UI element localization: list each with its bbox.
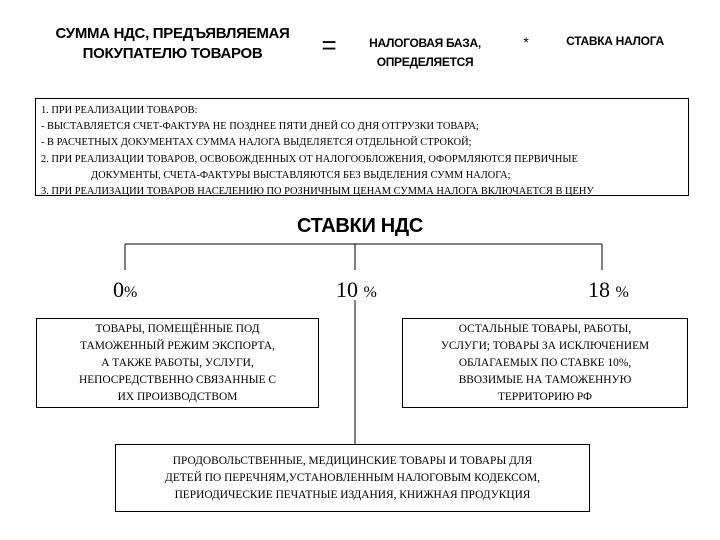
- rate-ten-unit: %: [363, 284, 377, 301]
- box-line: ОБЛАГАЕМЫХ ПО СТАВКЕ 10%,: [458, 357, 632, 369]
- box-rate-zero: [36, 318, 319, 408]
- formula-tax-base-line2: ОПРЕДЕЛЯЕТСЯ: [376, 55, 474, 69]
- rate-zero-unit: %: [124, 284, 138, 301]
- rate-zero: [113, 277, 137, 303]
- box-line: ПЕРИОДИЧЕСКИЕ ПЕЧАТНЫЕ ИЗДАНИЯ, КНИЖНАЯ ПРОДУКЦИЯ: [174, 489, 531, 501]
- formula-tax-base-line1: НАЛОГОВАЯ БАЗА,: [369, 36, 481, 50]
- rates-title: СТАВКИ НДС: [296, 215, 424, 237]
- box-line: УСЛУГИ; ТОВАРЫ ЗА ИСКЛЮЧЕНИЕМ: [440, 340, 650, 352]
- box-line: А ТАКЖЕ РАБОТЫ, УСЛУГИ,: [101, 357, 254, 369]
- rule-line: ДОКУМЕНТЫ, СЧЕТА-ФАКТУРЫ ВЫСТАВЛЯЮТСЯ БЕЗ ВЫДЕЛЕНИЯ СУММ НАЛОГА;: [91, 169, 511, 181]
- rate-ten-value: 10: [336, 277, 358, 302]
- rule-line: 3. ПРИ РЕАЛИЗАЦИИ ТОВАРОВ НАСЕЛЕНИЮ ПО РОЗНИЧНЫМ ЦЕНАМ СУММА НАЛОГА ВКЛЮЧАЕТСЯ В ЦЕНУ: [41, 186, 594, 198]
- box-line: ПРОДОВОЛЬСТВЕННЫЕ, МЕДИЦИНСКИЕ ТОВАРЫ И ТОВАРЫ ДЛЯ: [172, 455, 533, 467]
- rule-line: 1. ПРИ РЕАЛИЗАЦИИ ТОВАРОВ:: [41, 105, 198, 116]
- formula-vat-amount-line2: ПОКУПАТЕЛЮ ТОВАРОВ: [82, 45, 263, 62]
- box-rate-ten: [115, 444, 590, 512]
- box-line: ДЕТЕЙ ПО ПЕРЕЧНЯМ,УСТАНОВЛЕННЫМ НАЛОГОВЫМ КОДЕКСОМ,: [165, 472, 540, 484]
- box-line: ТЕРРИТОРИЮ РФ: [497, 391, 593, 403]
- rate-ten: [336, 277, 377, 303]
- rate-eighteen: [588, 277, 629, 303]
- formula-vat-amount-line1: СУММА НДС, ПРЕДЪЯВЛЯЕМАЯ: [55, 25, 290, 42]
- box-rate-eighteen: [402, 318, 688, 408]
- rule-line: - ВЫСТАВЛЯЕТСЯ СЧЕТ-ФАКТУРА НЕ ПОЗДНЕЕ ПЯТИ ДНЕЙ СО ДНЯ ОТГРУЗКИ ТОВАРА;: [41, 121, 479, 133]
- box-line: НЕПОСРЕДСТВЕННО СВЯЗАННЫЕ С: [78, 374, 277, 386]
- box-line: ИХ ПРОИЗВОДСТВОМ: [117, 391, 238, 403]
- formula-tax-rate: СТАВКА НАЛОГА: [566, 34, 664, 48]
- rule-line: 2. ПРИ РЕАЛИЗАЦИИ ТОВАРОВ, ОСВОБОЖДЕННЫХ ОТ НАЛОГООБЛОЖЕНИЯ, ОФОРМЛЯЮТСЯ ПЕРВИЧНЫЕ: [41, 153, 578, 165]
- rule-line: - В РАСЧЕТНЫХ ДОКУМЕНТАХ СУММА НАЛОГА ВЫДЕЛЯЕТСЯ ОТДЕЛЬНОЙ СТРОКОЙ;: [41, 137, 472, 149]
- box-line: ТОВАРЫ, ПОМЕЩЁННЫЕ ПОД: [95, 323, 260, 335]
- box-line: ТАМОЖЕННЫЙ РЕЖИМ ЭКСПОРТА,: [80, 340, 275, 352]
- rate-eighteen-unit: %: [615, 284, 629, 301]
- rate-eighteen-value: 18: [588, 277, 610, 302]
- multiply-sign: *: [523, 34, 529, 50]
- equals-sign: =: [321, 30, 337, 60]
- box-line: ВВОЗИМЫЕ НА ТАМОЖЕННУЮ: [458, 374, 632, 386]
- box-line: ОСТАЛЬНЫЕ ТОВАРЫ, РАБОТЫ,: [458, 323, 632, 335]
- rate-zero-value: 0: [113, 277, 124, 302]
